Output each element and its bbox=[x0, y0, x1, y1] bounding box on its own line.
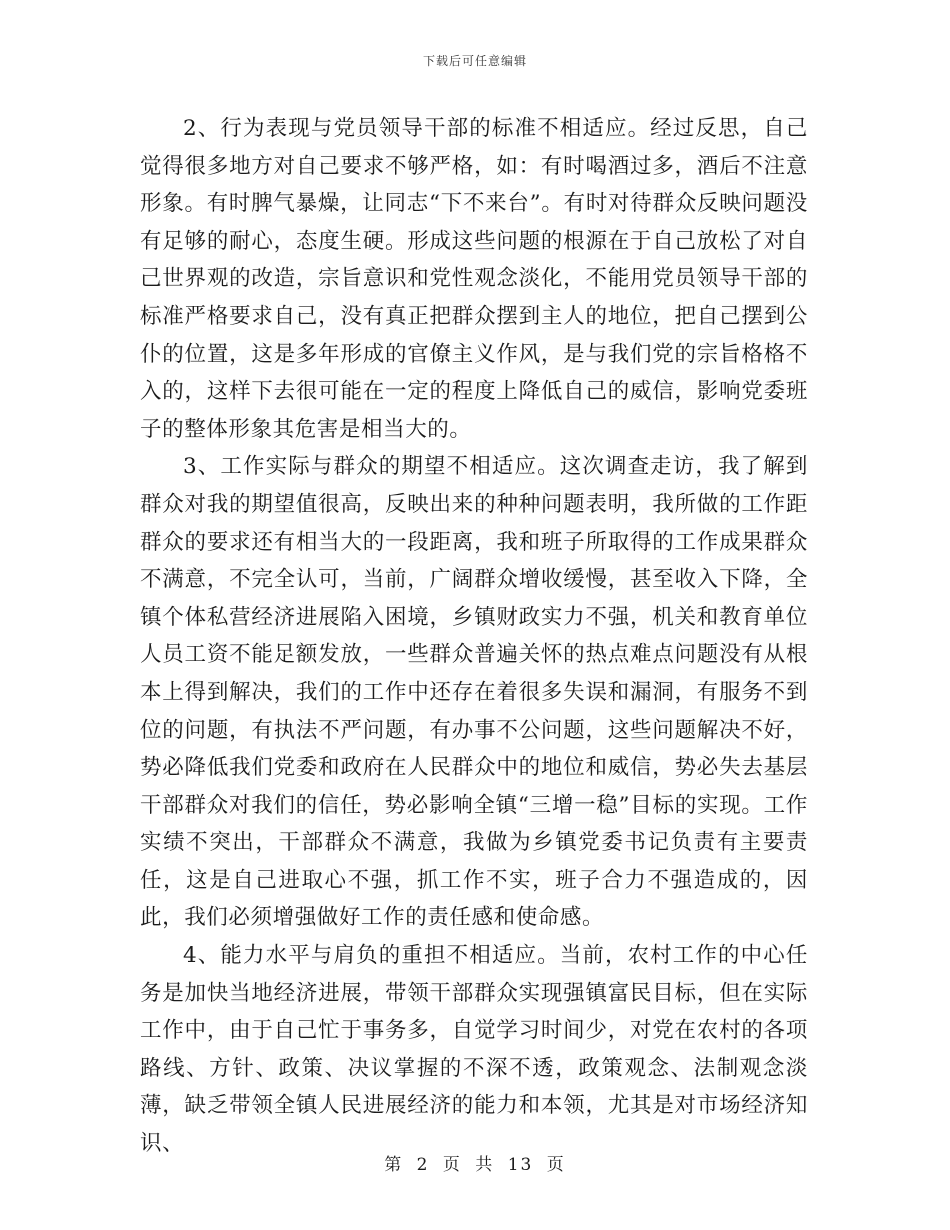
paragraph-4: 4、能力水平与肩负的重担不相适应。当前，农村工作的中心任务是加快当地经济进展，带领干部群众实现强镇富民目标，但在实际工作中，由于自己忙于事务多，自觉学习时间少，对党在农村的各项路线、方针、政策、决议掌握的不深不透，政策观念、法制观念淡薄，缺乏带领全镇人民进展经济的能力和本领，尤其是对市场经济知识、 bbox=[140, 943, 808, 1157]
page-header: 下载后可任意编辑 bbox=[422, 54, 527, 68]
paragraph-3: 3、工作实际与群众的期望不相适应。这次调查走访，我了解到群众对我的期望值很高，反映出来的种种问题表明，我所做的工作距群众的要求还有相当大的一段距离，我和班子所取得的工作成果群众不满意，不完全认可，当前，广阔群众增收缓慢，甚至收入下降，全镇个体私营经济进展陷入困境，乡镇财政实力不强，机关和教育单位人员工资不能足额发放，一些群众普遍关怀的热点难点问题没有从根本上得到解决，我们的工作中还存在着很多失误和漏洞，有服务不到位的问题，有执法不严问题，有办事不公问题，这些问题解决不好，势必降低我们党委和政府在人民群众中的地位和威信，势必失去基层干部群众对我们的信任，势必影响全镇“三增一稳”目标的实现。工作实绩不突出，干部群众不满意，我做为乡镇党委书记负责有主要责任，这是自己进取心不强，抓工作不实，班子合力不强造成的，因此，我们必须增强做好工作的责任感和使命感。 bbox=[140, 454, 808, 931]
document-body bbox=[140, 110, 808, 1163]
page-number-footer: 第 2 页 共 13 页 bbox=[384, 1155, 566, 1175]
paragraph-2: 2、行为表现与党员领导干部的标准不相适应。经过反思，自己觉得很多地方对自己要求不够严格，如：有时喝酒过多，酒后不注意形象。有时脾气暴燥，让同志“下不来台”。有时对待群众反映问题没有足够的耐心，态度生硬。形成这些问题的根源在于自己放松了对自己世界观的改造，宗旨意识和党性观念淡化，不能用党员领导干部的标准严格要求自己，没有真正把群众摆到主人的地位，把自己摆到公仆的位置，这是多年形成的官僚主义作风，是与我们党的宗旨格格不入的，这样下去很可能在一定的程度上降低自己的威信，影响党委班子的整体形象其危害是相当大的。 bbox=[140, 116, 808, 442]
